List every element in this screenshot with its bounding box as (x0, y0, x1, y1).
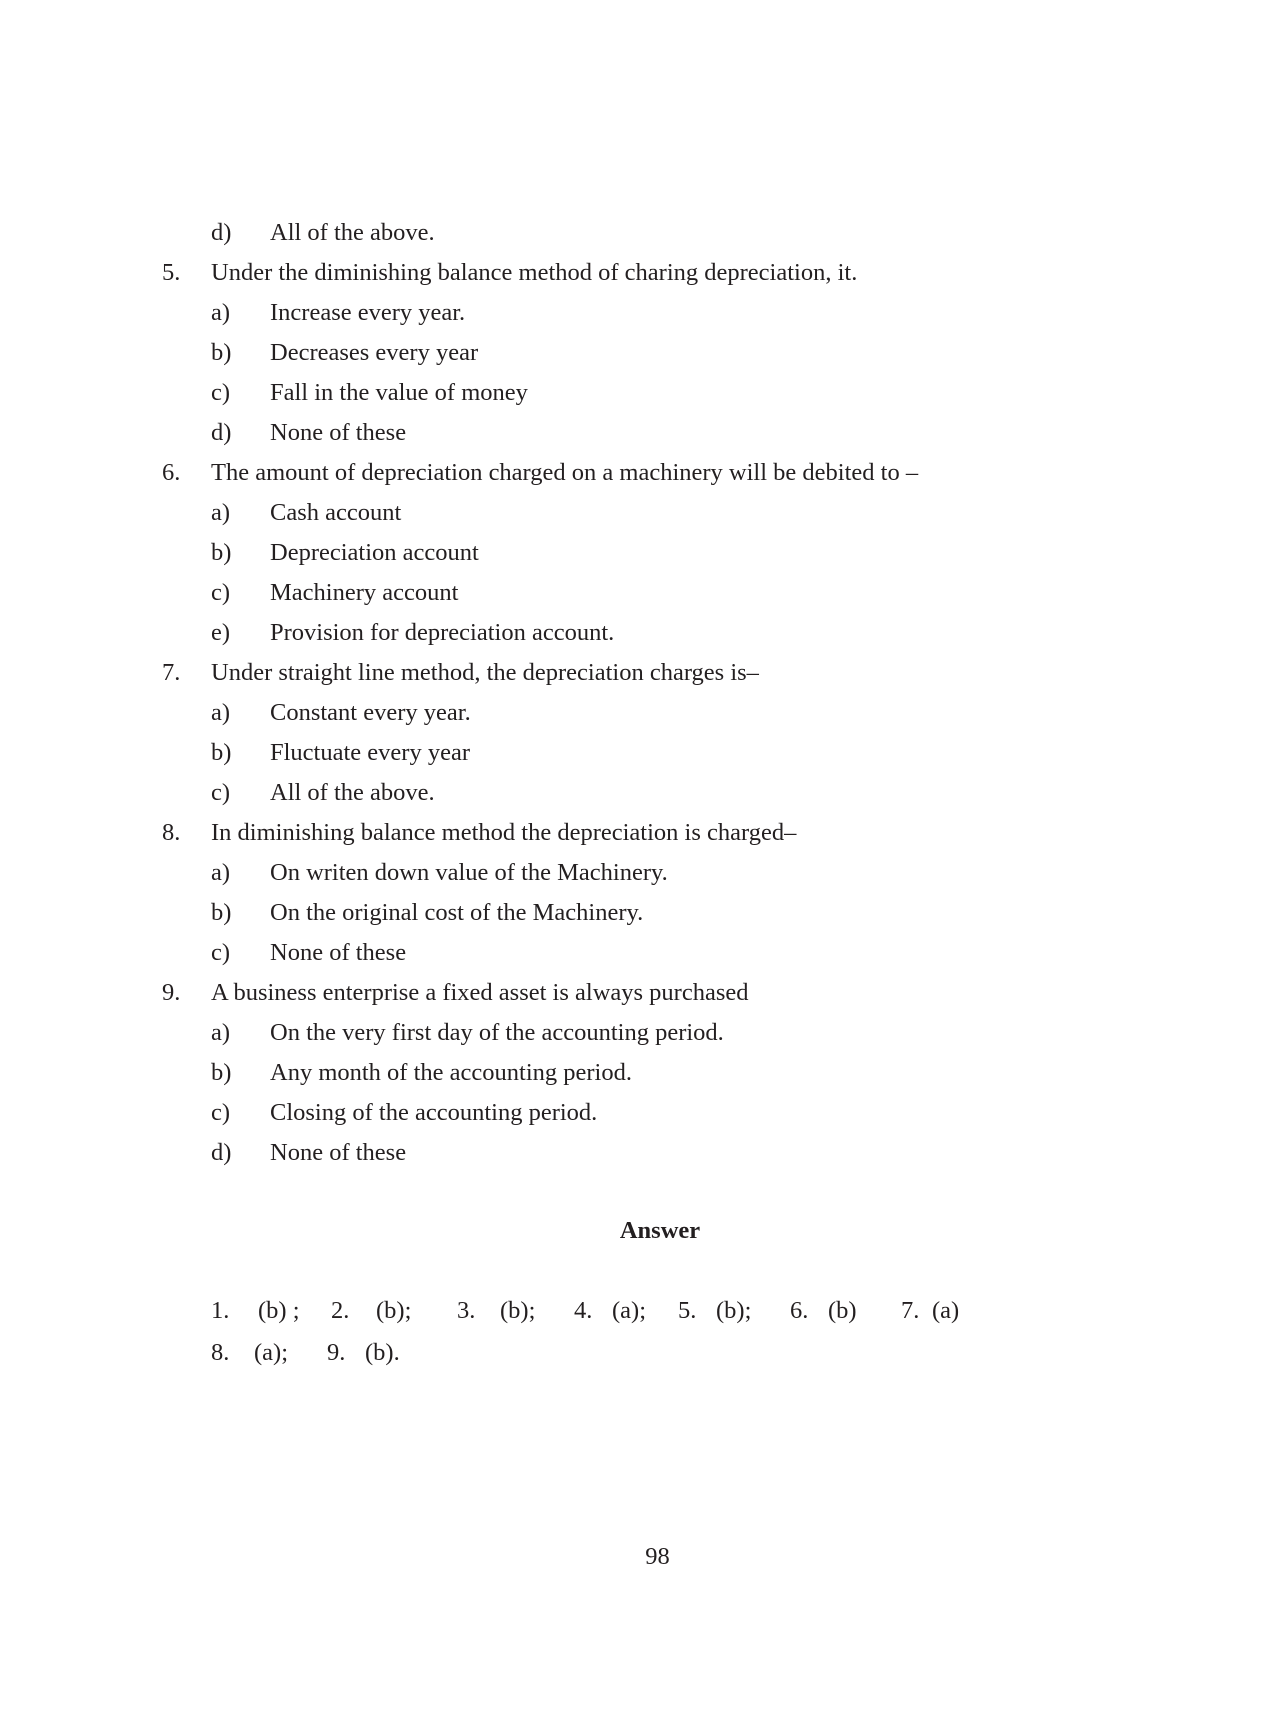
option-text: Fluctuate every year (270, 739, 470, 766)
option-letter: c) (211, 939, 231, 966)
answer-number: 1. (211, 1297, 230, 1324)
option-text: Provision for depreciation account. (270, 619, 615, 646)
answer-value: (b) ; (258, 1297, 300, 1324)
answer-heading: Answer (619, 1217, 701, 1244)
option-text: Depreciation account (270, 539, 479, 566)
question-text: A business enterprise a fixed asset is always purchased (211, 979, 749, 1006)
option-text: None of these (270, 1139, 407, 1166)
option-letter: c) (211, 579, 231, 606)
option-letter: b) (211, 539, 232, 566)
question-number: 8. (162, 819, 181, 846)
answer-value: (b); (716, 1297, 752, 1324)
answer-number: 6. (790, 1297, 809, 1324)
question-text: The amount of depreciation charged on a machinery will be debited to – (211, 459, 919, 486)
option-letter: b) (211, 339, 232, 366)
option-letter: d) (211, 1139, 232, 1166)
option-text: All of the above. (270, 779, 435, 806)
option-letter: a) (211, 499, 231, 526)
question-text: Under the diminishing balance method of charing depreciation, it. (211, 259, 858, 286)
option-letter: c) (211, 379, 231, 406)
option-text: All of the above. (270, 219, 435, 246)
answer-value: (a) (932, 1297, 960, 1324)
question-number: 9. (162, 979, 181, 1006)
answer-value: (a); (254, 1339, 288, 1366)
option-letter: c) (211, 779, 231, 806)
answer-number: 7. (901, 1297, 920, 1324)
answer-value: (b). (365, 1339, 400, 1366)
option-text: Machinery account (270, 579, 459, 606)
option-letter: e) (211, 619, 231, 646)
option-text: Constant every year. (270, 699, 471, 726)
question-text: Under straight line method, the depreciation charges is– (211, 659, 759, 686)
option-letter: d) (211, 419, 232, 446)
answer-number: 9. (327, 1339, 346, 1366)
page-number: 98 (645, 1543, 670, 1570)
option-letter: b) (211, 1059, 232, 1086)
option-letter: d) (211, 219, 232, 246)
option-text: Fall in the value of money (270, 379, 528, 406)
option-text: Increase every year. (270, 299, 466, 326)
option-text: On the original cost of the Machinery. (270, 899, 644, 926)
option-text: Closing of the accounting period. (270, 1099, 598, 1126)
option-text: Cash account (270, 499, 402, 526)
answer-value: (b); (500, 1297, 536, 1324)
option-text: None of these (270, 939, 407, 966)
option-letter: b) (211, 739, 232, 766)
answer-number: 3. (457, 1297, 476, 1324)
option-text: On the very first day of the accounting period. (270, 1019, 724, 1046)
option-letter: a) (211, 699, 231, 726)
question-number: 6. (162, 459, 181, 486)
answer-number: 8. (211, 1339, 230, 1366)
option-letter: a) (211, 299, 231, 326)
question-number: 5. (162, 259, 181, 286)
option-text: Decreases every year (270, 339, 479, 366)
option-text: On writen down value of the Machinery. (270, 859, 668, 886)
option-letter: b) (211, 899, 232, 926)
answer-value: (a); (612, 1297, 646, 1324)
answer-value: (b); (376, 1297, 412, 1324)
question-number: 7. (162, 659, 181, 686)
answer-number: 5. (678, 1297, 697, 1324)
option-letter: a) (211, 1019, 231, 1046)
question-text: In diminishing balance method the depreciation is charged– (211, 819, 797, 846)
option-letter: c) (211, 1099, 231, 1126)
option-letter: a) (211, 859, 231, 886)
option-text: Any month of the accounting period. (270, 1059, 632, 1086)
answer-number: 2. (331, 1297, 350, 1324)
answer-value: (b) (828, 1297, 857, 1324)
option-text: None of these (270, 419, 407, 446)
answer-number: 4. (574, 1297, 593, 1324)
